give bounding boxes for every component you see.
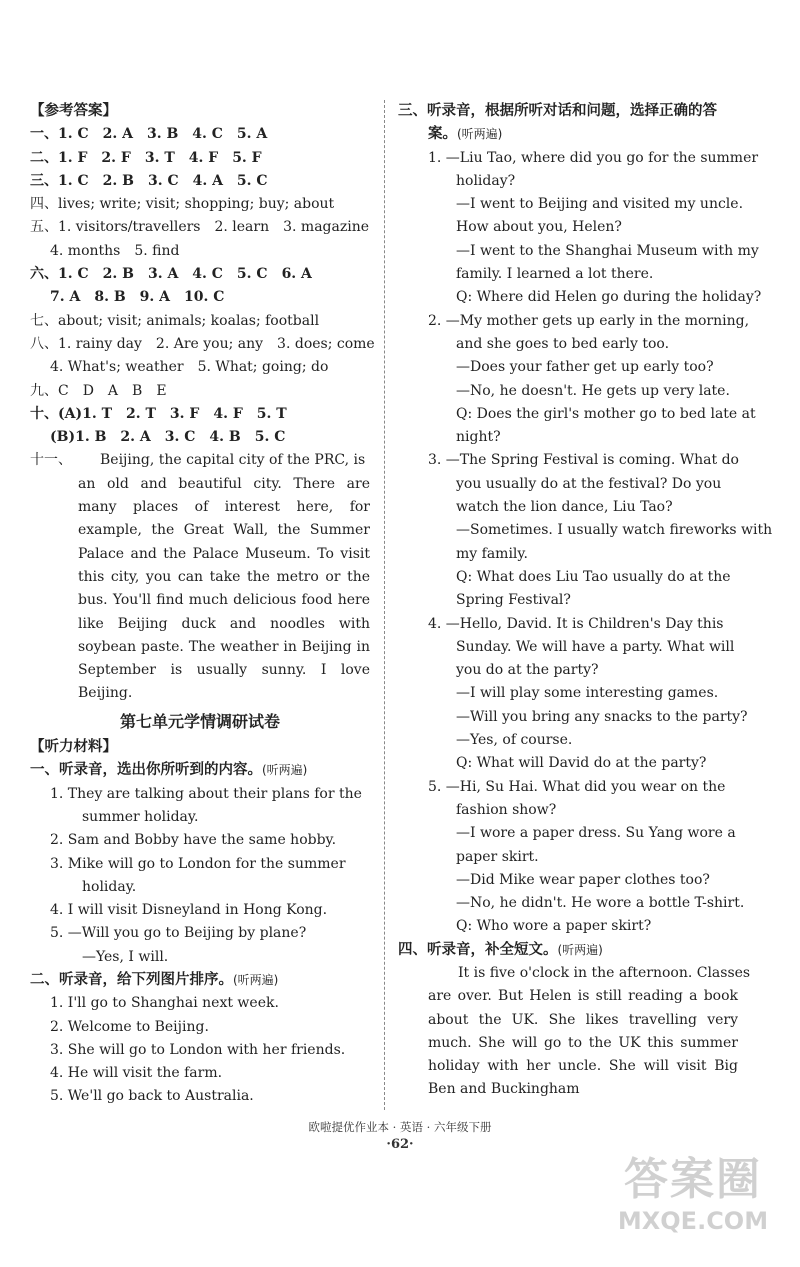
- dialogue-line: How about you, Helen?: [456, 219, 622, 236]
- answer-line: 八、1. rainy day 2. Are you; any 3. does; come: [30, 335, 375, 352]
- list-item: 5. We'll go back to Australia.: [50, 1088, 254, 1105]
- dialogue-line: 5. —Hi, Su Hai. What did you wear on the: [428, 778, 726, 795]
- section4-note: (听两遍): [557, 942, 603, 957]
- dialogue-line: Sunday. We will have a party. What will: [456, 638, 735, 655]
- page-footer: [0, 1118, 800, 1154]
- section2-title-text: 二、听录音，给下列图片排序。: [30, 971, 233, 988]
- dialogue-line: —Sometimes. I usually watch fireworks with: [456, 522, 773, 539]
- dialogue-line: —Does your father get up early too?: [456, 359, 714, 376]
- section3-note: (听两遍): [457, 127, 503, 142]
- footer-book-title: 欧啦提优作业本 · 英语 · 六年级下册: [308, 1120, 492, 1134]
- dialogue-line: 2. —My mother gets up early in the morning,: [428, 312, 750, 329]
- list-item: 3. She will go to London with her friends.: [50, 1041, 346, 1058]
- section3-title-line2: [398, 123, 738, 146]
- list-item: holiday.: [82, 878, 137, 895]
- question-line: Q: What will David do at the party?: [456, 755, 707, 772]
- section1-title: [30, 759, 370, 782]
- answer-line: 五、1. visitors/travellers 2. learn 3. magazine: [30, 219, 370, 236]
- list-item: 4. He will visit the farm.: [50, 1065, 223, 1082]
- dialogue-line: —I will play some interesting games.: [456, 685, 719, 702]
- answer-header: 【参考答案】: [30, 103, 117, 119]
- dialogue-line: paper skirt.: [456, 848, 539, 865]
- question-line: Q: What does Liu Tao usually do at the: [456, 568, 731, 585]
- dialogue-line: —Yes, of course.: [456, 732, 573, 749]
- section4-title-text: 四、听录音，补全短文。: [398, 941, 558, 958]
- essay-body: an old and beautiful city. There are many places of interest here, for example, the Great Wall, the Summer Palace and the Palace Museum. To visit this city, you can take the metro or the bus. You'll find much delicious food here like Beijing duck and noodles with soybean paste. The weather in Beijing in September is usually sunny. I love Beijing.: [78, 475, 370, 702]
- list-item: summer holiday.: [82, 808, 199, 825]
- page-number: ·62·: [386, 1137, 414, 1152]
- section2-title: [30, 969, 370, 992]
- section2-note: (听两遍): [233, 972, 279, 987]
- answer-line: 十、(A)1. T 2. T 3. F 4. F 5. T: [30, 405, 287, 422]
- section3-title-line1: 三、听录音，根据所听对话和问题，选择正确的答: [398, 103, 717, 119]
- dialogue-line: you do at the party?: [456, 662, 599, 679]
- answer-line: 七、about; visit; animals; koalas; football: [30, 312, 320, 329]
- listening-header: 【听力材料】: [30, 739, 117, 756]
- list-item: 2. Sam and Bobby have the same hobby.: [50, 832, 337, 849]
- dialogue-line: and she goes to bed early too.: [456, 335, 670, 352]
- list-item: 3. Mike will go to London for the summer: [50, 855, 346, 872]
- section3-title-text: 案。: [428, 126, 457, 143]
- answer-line: 一、1. C 2. A 3. B 4. C 5. A: [30, 126, 268, 143]
- dialogue-line: family. I learned a lot there.: [456, 266, 654, 283]
- column-divider: [384, 100, 385, 1110]
- question-line: Spring Festival?: [456, 592, 571, 609]
- list-item: 5. —Will you go to Beijing by plane?: [50, 925, 307, 942]
- left-column: [30, 100, 375, 1109]
- answer-line: 4. months 5. find: [50, 242, 180, 259]
- essay-first-text: Beijing, the capital city of the PRC, is: [100, 452, 366, 469]
- passage-body: are over. But Helen is still reading a book about the UK. She likes travelling very much. She will go to the UK this summer holiday with her uncle. She will visit Big Ben and Buckingham: [428, 988, 738, 1098]
- watermark-logo-text: 答案圈: [624, 1154, 762, 1205]
- dialogue-line: 4. —Hello, David. It is Children's Day this: [428, 615, 724, 632]
- essay-first-line: [30, 449, 370, 472]
- dialogue-line: my family.: [456, 545, 528, 562]
- dialogue-line: 1. —Liu Tao, where did you go for the summer: [428, 149, 759, 166]
- dialogue-line: fashion show?: [456, 801, 557, 818]
- dialogue-line: holiday?: [456, 172, 516, 189]
- right-column: [398, 100, 773, 1102]
- dialogue-line: —No, he doesn't. He gets up very late.: [456, 382, 730, 399]
- dialogue-line: —Will you bring any snacks to the party?: [456, 708, 748, 725]
- question-line: night?: [456, 429, 501, 446]
- question-line: Q: Does the girl's mother go to bed late at: [456, 405, 756, 422]
- answer-line: 三、1. C 2. B 3. C 4. A 5. C: [30, 172, 268, 189]
- section1-note: (听两遍): [262, 763, 308, 778]
- dialogue-line: watch the lion dance, Liu Tao?: [456, 499, 673, 516]
- list-item: 4. I will visit Disneyland in Hong Kong.: [50, 902, 328, 919]
- answer-line: 四、lives; write; visit; shopping; buy; about: [30, 196, 335, 213]
- list-item: 1. They are talking about their plans for the: [50, 785, 362, 802]
- dialogue-line: —I wore a paper dress. Su Yang wore a: [456, 825, 736, 842]
- dialogue-line: —No, he didn't. He wore a bottle T-shirt.: [456, 895, 745, 912]
- answer-line: 二、1. F 2. F 3. T 4. F 5. F: [30, 149, 262, 166]
- unit-title: 第七单元学情调研试卷: [119, 711, 280, 731]
- answer-line: 7. A 8. B 9. A 10. C: [50, 289, 225, 306]
- dialogue-line: —I went to the Shanghai Museum with my: [456, 242, 759, 259]
- dialogue-line: you usually do at the festival? Do you: [456, 475, 722, 492]
- watermark-url: MXQE.COM: [617, 1207, 769, 1235]
- list-item: 1. I'll go to Shanghai next week.: [50, 995, 279, 1012]
- essay-label: 十一、: [30, 452, 72, 469]
- dialogue-line: 3. —The Spring Festival is coming. What do: [428, 452, 739, 469]
- list-item: —Yes, I will.: [82, 948, 169, 965]
- answer-line: 4. What's; weather 5. What; going; do: [50, 359, 329, 376]
- passage-first-line: It is five o'clock in the afternoon. Classes: [458, 964, 751, 981]
- dialogue-line: —Did Mike wear paper clothes too?: [456, 871, 710, 888]
- question-line: Q: Where did Helen go during the holiday?: [456, 289, 762, 306]
- watermark-logo: [608, 1154, 778, 1249]
- list-item: 2. Welcome to Beijing.: [50, 1018, 209, 1035]
- question-line: Q: Who wore a paper skirt?: [456, 918, 652, 935]
- answer-line: 六、1. C 2. B 3. A 4. C 5. C 6. A: [30, 266, 312, 283]
- section4-title: [398, 939, 738, 962]
- answer-line: (B)1. B 2. A 3. C 4. B 5. C: [50, 429, 286, 446]
- dialogue-line: —I went to Beijing and visited my uncle.: [456, 196, 744, 213]
- answer-line: 九、C D A B E: [30, 382, 167, 399]
- section1-title-text: 一、听录音，选出你所听到的内容。: [30, 762, 262, 779]
